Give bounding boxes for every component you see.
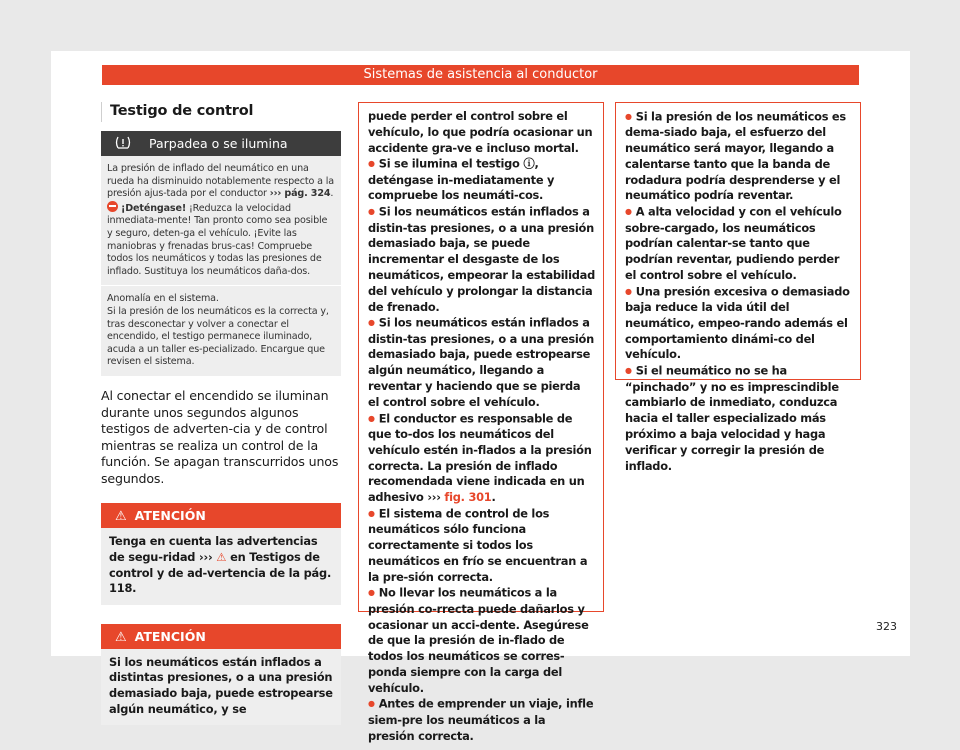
figure-link[interactable]: fig. 301: [444, 490, 492, 505]
list-item: ● Si los neumáticos están inflados a distin-tas presiones, o a una presión demasiado baja, puede estropearse algún neumático, llegando a reventar y haciendo que se pierda el control sobre el vehículo.: [368, 315, 595, 410]
warning-text-1a: Tenga en cuenta las advertencias de segu-ridad ›››: [109, 534, 318, 565]
stop-icon: [107, 201, 118, 212]
warning-triangle-icon: ⚠: [115, 509, 127, 525]
list-item-text: El conductor es responsable de que to-dos los neumáticos del vehículo estén in-flados a la presión correcta. La presión de inflado recomendada viene indicada en un adhesivo ›››: [368, 411, 592, 505]
section-title: Testigo de control: [101, 102, 341, 122]
anomaly-text: Si la presión de los neumáticos es la correcta y, tras desconectar y volver a conectar el encendido, el testigo permanece iluminado, acuda a un taller es-pecializado. Encargue que revisen el sistema.: [107, 305, 329, 368]
list-item: ● A alta velocidad y con el vehículo sobre-cargado, los neumáticos podrían calentar-se tanto que podrían reventar, pudiendo perder el control sobre el vehículo.: [625, 204, 852, 283]
page-number: 323: [876, 620, 897, 633]
column-1: [101, 102, 341, 725]
anomaly-title: Anomalía en el sistema.: [107, 293, 219, 305]
list-item: ● El sistema de control de los neumáticos sólo funciona correctamente si todos los neumáticos en frío se encuentran a la pre-sión correcta.: [368, 506, 595, 585]
warning-body-1: [101, 528, 341, 604]
lamp-text-1-rest: ¡Reduzca la velocidad inmediata-mente! Tan pronto como sea posible y seguro, deten-ga el vehículo. ¡Evite las maniobras y frenadas brus-cas! Compruebe todos los neumáticos y todas las presiones de inflado. Sustituya los neumáticos daña-dos.: [107, 202, 328, 277]
warning-body-2: Si los neumáticos están inflados a distintas presiones, o a una presión demasiado baja, puede estropearse algún neumático, y se: [109, 654, 333, 716]
header-bar: Sistemas de asistencia al conductor: [102, 65, 859, 85]
lamp-text-1: La presión de inflado del neumático en una rueda ha disminuido notablemente respecto a la presión ajus-tada por el conductor: [107, 163, 334, 200]
warning-triangle-icon: ⚠: [115, 629, 127, 645]
warning-text-1b: en Testigos de control y de ad-vertencia de la pág. 118.: [109, 550, 332, 596]
anomaly-description: [101, 285, 341, 376]
warning-box-1: [101, 503, 341, 604]
warning-continuation-box-2: [615, 102, 861, 473]
tpms-warning-icon: [115, 135, 131, 150]
warning-triangle-icon: ⚠: [216, 550, 227, 565]
stop-label: ¡Deténgase!: [121, 202, 187, 214]
intro-paragraph: Al conectar el encendido se iluminan durante unos segundos algunos testigos de adverten-cia y de control mientras se realiza un control de la función. Se apagan transcurridos unos segundos.: [101, 387, 339, 486]
warning-header-2: [101, 624, 341, 649]
list-item: ● Antes de emprender un viaje, infle siem-pre los neumáticos a la presión correcta.: [368, 696, 595, 744]
list-item: [368, 411, 595, 506]
list-item: ● Una presión excesiva o demasiado baja reduce la vida útil del neumático, empeo-rando además el comportamiento dinámi-co del vehículo.: [625, 284, 852, 363]
warning-box-2: [101, 624, 341, 725]
list-item: ● Si el neumático no se ha “pinchado” y no es imprescindible cambiarlo de inmediato, conduzca hacia el taller especializado más próximo a baja velocidad y haga verificar y corregir la presión de inflado.: [625, 363, 852, 474]
control-lamp-description: La presión de inflado del neumático en una rueda ha disminuido notablemente respecto a la presión ajus-tada por el conductor ››› pág. 324. ¡Deténgase! ¡Reduzca la velocidad inmediata-mente! Tan pronto como sea posible y seguro, deten-ga el vehículo. ¡Evite las maniobras y frenadas brus-cas! Compruebe todos los neumáticos y todas las presiones de inflado. Sustituya los neumáticos daña-dos.: [101, 156, 341, 285]
warning-title-2: ATENCIÓN: [134, 628, 206, 644]
list-item: ● Si los neumáticos están inflados a distin-tas presiones, o a una presión demasiado baja, se puede incrementar el desgaste de los neumáticos, empeorar la estabilidad del vehículo y prolongar la distancia de frenado.: [368, 204, 595, 315]
control-lamp-heading: Parpadea o se ilumina: [149, 136, 288, 151]
warning-header-1: [101, 503, 341, 528]
list-item-end: .: [491, 490, 496, 505]
control-lamp-header: [101, 131, 341, 156]
lamp-page-ref: ››› pág. 324: [269, 188, 331, 200]
list-item: ● Si se ilumina el testigo ⓘ, deténgase in-mediatamente y compruebe los neumáti-cos.: [368, 156, 595, 204]
warning-title-1: ATENCIÓN: [134, 508, 206, 524]
warning-continuation-box: [358, 102, 604, 743]
list-item: ● No llevar los neumáticos a la presión co-rrecta puede dañarlos y ocasionar un acci-dente. Asegúrese de que la presión de in-flado de todos los neumáticos se corres-ponda siempre con la carga del vehículo.: [368, 585, 595, 696]
list-item: ● Si la presión de los neumáticos es dema-siado baja, el esfuerzo del neumático será mayor, llegando a calentarse tanto que la banda de rodadura podría desprenderse y el neumático podría reventar.: [625, 109, 852, 204]
warning-lead: puede perder el control sobre el vehículo, lo que podría ocasionar un accidente gra-ve e incluso mortal.: [368, 109, 593, 155]
